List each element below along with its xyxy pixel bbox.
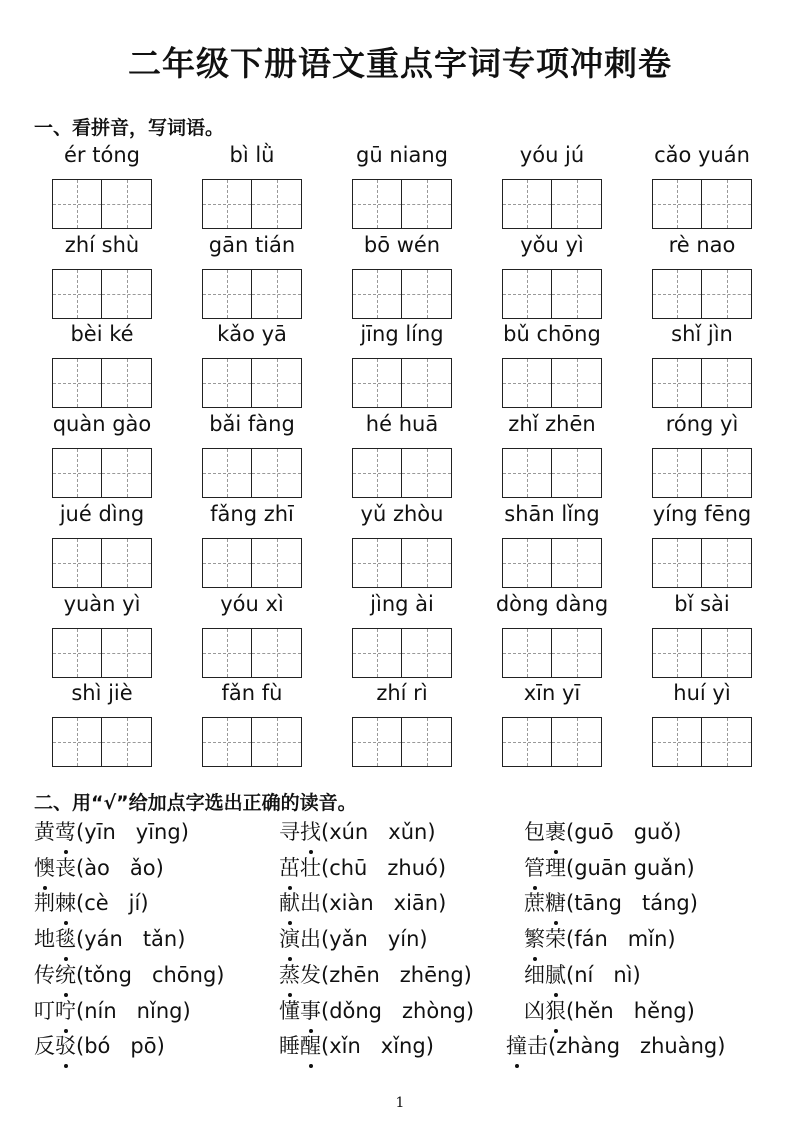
word-cell — [477, 143, 627, 233]
writing-boxes[interactable] — [502, 179, 602, 229]
writing-boxes[interactable] — [652, 269, 752, 319]
character: 传 — [34, 962, 55, 987]
reading-options[interactable]: (guō guǒ) — [566, 820, 682, 844]
writing-boxes[interactable] — [652, 448, 752, 498]
choice-item[interactable] — [34, 887, 149, 917]
character: 荆 — [34, 891, 55, 916]
dotted-character: 找 — [300, 816, 321, 846]
pinyin-label: kǎo yā — [217, 322, 287, 347]
reading-options[interactable]: (yán tǎn) — [76, 927, 186, 952]
dotted-character: 狠 — [545, 995, 566, 1025]
pinyin-label: fǎng zhī — [210, 501, 294, 526]
pinyin-label: bǐ sài — [674, 591, 730, 616]
character-box[interactable] — [52, 628, 102, 678]
character: 蔗 — [524, 891, 545, 916]
dotted-character: 管 — [524, 852, 545, 882]
writing-boxes[interactable] — [352, 628, 452, 678]
character-box[interactable] — [102, 538, 152, 588]
choice-item[interactable] — [34, 995, 191, 1025]
pinyin-label: rè nao — [668, 232, 736, 257]
pinyin-label: shān lǐng — [504, 501, 600, 526]
dotted-character: 事 — [300, 995, 321, 1025]
reading-options[interactable]: (yīn yīng) — [76, 820, 189, 844]
character: 出 — [300, 891, 321, 916]
character-box[interactable] — [502, 628, 552, 678]
character-box[interactable] — [52, 269, 102, 319]
reading-options[interactable]: (zhēn zhēng) — [321, 962, 472, 987]
choice-item[interactable] — [524, 816, 681, 846]
writing-boxes[interactable] — [502, 269, 602, 319]
writing-boxes[interactable] — [502, 358, 602, 408]
word-with-dot — [34, 927, 76, 951]
dotted-character: 演 — [279, 923, 300, 953]
writing-boxes[interactable] — [52, 448, 152, 498]
pinyin-label: jué dìng — [59, 501, 145, 526]
character-box[interactable] — [252, 269, 302, 319]
pinyin-label: yǔ zhòu — [360, 501, 444, 526]
word-cell — [27, 143, 177, 233]
dotted-character: 懊 — [34, 852, 55, 882]
character-box[interactable] — [702, 358, 752, 408]
word-with-dot — [524, 927, 566, 951]
writing-boxes[interactable] — [652, 717, 752, 767]
writing-boxes[interactable] — [352, 179, 452, 229]
word-with-dot — [34, 856, 76, 880]
character-box[interactable] — [652, 448, 702, 498]
choice-item[interactable] — [34, 1030, 165, 1060]
character-box[interactable] — [52, 179, 102, 229]
word-cell — [327, 143, 477, 233]
writing-boxes[interactable] — [652, 358, 752, 408]
character: 丧 — [55, 855, 76, 880]
word-cell — [627, 412, 777, 502]
word-cell — [477, 681, 627, 771]
choice-item[interactable] — [524, 852, 695, 882]
word-with-dot — [279, 927, 321, 951]
writing-boxes[interactable] — [52, 358, 152, 408]
character-box[interactable] — [202, 538, 252, 588]
character: 出 — [300, 927, 321, 952]
pinyin-label: cǎo yuán — [654, 143, 750, 167]
pinyin-label: yǒu yì — [520, 232, 584, 257]
writing-boxes[interactable] — [202, 358, 302, 408]
character-box[interactable] — [652, 628, 702, 678]
word-cell — [477, 412, 627, 502]
character-box[interactable] — [202, 179, 252, 229]
writing-boxes[interactable] — [52, 717, 152, 767]
reading-options[interactable]: (tǒng chōng) — [76, 962, 225, 987]
writing-boxes[interactable] — [652, 538, 752, 588]
word-with-dot — [524, 820, 566, 844]
pinyin-label: jīng líng — [360, 322, 444, 347]
character-box[interactable] — [502, 358, 552, 408]
writing-boxes[interactable] — [202, 538, 302, 588]
pinyin-label: shì jiè — [71, 681, 133, 706]
word-cell — [627, 502, 777, 592]
pinyin-label: huí yì — [673, 681, 731, 706]
dotted-character: 醒 — [300, 1030, 321, 1060]
word-cell — [327, 592, 477, 682]
grid-row — [0, 412, 800, 502]
character-box[interactable] — [252, 358, 302, 408]
character-box[interactable] — [402, 538, 452, 588]
writing-boxes[interactable] — [202, 448, 302, 498]
character-box[interactable] — [552, 358, 602, 408]
word-cell — [177, 681, 327, 771]
character: 黄 — [34, 820, 55, 844]
character-box[interactable] — [352, 538, 402, 588]
character: 包 — [524, 820, 545, 844]
reading-options[interactable]: (fán mǐn) — [566, 927, 676, 952]
section2-heading: 二、用“√”给加点字选出正确的读音。 — [34, 792, 357, 814]
word-with-dot — [524, 856, 566, 880]
dotted-character: 蒸 — [279, 959, 300, 989]
character-box[interactable] — [102, 448, 152, 498]
choice-item[interactable] — [524, 995, 695, 1025]
character-box[interactable] — [702, 448, 752, 498]
character-box[interactable] — [402, 448, 452, 498]
word-cell — [327, 412, 477, 502]
pinyin-label: jìng ài — [370, 591, 434, 616]
pinyin-label: quàn gào — [52, 412, 152, 437]
character-box[interactable] — [102, 358, 152, 408]
character-box[interactable] — [352, 358, 402, 408]
pinyin-label: yóu jú — [519, 143, 585, 167]
writing-boxes[interactable] — [652, 628, 752, 678]
word-with-dot — [34, 820, 76, 844]
word-with-dot — [279, 1034, 321, 1058]
writing-boxes[interactable] — [352, 448, 452, 498]
word-cell — [177, 412, 327, 502]
character-box[interactable] — [652, 717, 702, 767]
character-box[interactable] — [202, 448, 252, 498]
writing-boxes[interactable] — [502, 448, 602, 498]
character-box[interactable] — [202, 358, 252, 408]
word-with-dot — [279, 891, 321, 915]
writing-boxes[interactable] — [202, 269, 302, 319]
word-cell — [327, 681, 477, 771]
pinyin-label: róng yì — [665, 412, 739, 437]
pinyin-label: yuàn yì — [63, 591, 141, 616]
dotted-character: 毯 — [55, 923, 76, 953]
character-box[interactable] — [502, 538, 552, 588]
reading-options[interactable]: (ní nì) — [566, 962, 641, 987]
character: 叮 — [34, 998, 55, 1023]
choice-item[interactable] — [524, 923, 676, 953]
pinyin-label: bì lǜ — [229, 143, 275, 167]
character-box[interactable] — [102, 179, 152, 229]
character-box[interactable] — [402, 717, 452, 767]
character-box[interactable] — [502, 269, 552, 319]
dotted-character: 糖 — [545, 887, 566, 917]
word-with-dot — [34, 891, 76, 915]
character-box[interactable] — [102, 717, 152, 767]
grid-row — [0, 143, 800, 233]
writing-boxes[interactable] — [352, 358, 452, 408]
word-cell — [327, 502, 477, 592]
word-cell — [27, 502, 177, 592]
character-box[interactable] — [652, 358, 702, 408]
word-cell — [477, 592, 627, 682]
choice-row — [0, 959, 800, 995]
character-box[interactable] — [352, 269, 402, 319]
dotted-character: 驳 — [55, 1030, 76, 1060]
word-cell — [627, 143, 777, 233]
character-box[interactable] — [52, 538, 102, 588]
character: 凶 — [524, 998, 545, 1023]
character: 地 — [34, 927, 55, 952]
character-box[interactable] — [702, 538, 752, 588]
character-box[interactable] — [252, 448, 302, 498]
character-box[interactable] — [352, 179, 402, 229]
reading-options[interactable]: (xǐn xǐng) — [321, 1034, 434, 1059]
character-box[interactable] — [352, 717, 402, 767]
dotted-character: 棘 — [55, 887, 76, 917]
reading-options[interactable]: (cè jí) — [76, 891, 149, 916]
writing-boxes[interactable] — [202, 179, 302, 229]
character-box[interactable] — [252, 538, 302, 588]
page-number: 1 — [395, 1095, 405, 1111]
writing-boxes[interactable] — [352, 269, 452, 319]
character-box[interactable] — [502, 448, 552, 498]
word-cell — [627, 322, 777, 412]
writing-boxes[interactable] — [502, 628, 602, 678]
pinyin-label: hé huā — [365, 412, 439, 437]
character-box[interactable] — [702, 717, 752, 767]
dotted-character: 撞 — [506, 1030, 527, 1060]
choice-item[interactable] — [506, 1030, 725, 1060]
word-cell — [477, 322, 627, 412]
character-box[interactable] — [252, 179, 302, 229]
choice-row — [0, 852, 800, 888]
word-with-dot — [279, 963, 321, 987]
pinyin-label: xīn yī — [523, 681, 581, 706]
dotted-character: 腻 — [545, 959, 566, 989]
choice-row — [0, 887, 800, 923]
word-cell — [27, 322, 177, 412]
writing-boxes[interactable] — [202, 717, 302, 767]
character-box[interactable] — [552, 448, 602, 498]
writing-boxes[interactable] — [502, 717, 602, 767]
choice-item[interactable] — [34, 816, 189, 846]
word-with-dot — [34, 963, 76, 987]
character: 细 — [524, 962, 545, 987]
dotted-character: 统 — [55, 959, 76, 989]
word-with-dot — [524, 963, 566, 987]
word-cell — [27, 233, 177, 323]
writing-boxes[interactable] — [52, 269, 152, 319]
character: 理 — [545, 855, 566, 880]
character-box[interactable] — [652, 269, 702, 319]
pinyin-label: zhí rì — [376, 681, 428, 706]
choice-item[interactable] — [279, 923, 428, 953]
character: 懂 — [279, 998, 300, 1023]
choice-item[interactable] — [279, 959, 472, 989]
choice-row — [0, 816, 800, 852]
character-box[interactable] — [52, 448, 102, 498]
word-with-dot — [524, 999, 566, 1023]
dotted-character: 茁 — [279, 852, 300, 882]
word-cell — [627, 681, 777, 771]
character-box[interactable] — [552, 538, 602, 588]
character: 壮 — [300, 855, 321, 880]
pinyin-label: zhǐ zhēn — [508, 412, 596, 437]
character-box[interactable] — [252, 628, 302, 678]
dotted-character: 咛 — [55, 995, 76, 1025]
grid-row — [0, 592, 800, 682]
pinyin-label: dòng dàng — [495, 591, 609, 616]
section1-heading: 一、看拼音，写词语。 — [34, 117, 225, 139]
word-with-dot — [279, 856, 321, 880]
choice-row — [0, 923, 800, 959]
writing-boxes[interactable] — [202, 628, 302, 678]
character-box[interactable] — [552, 269, 602, 319]
writing-boxes[interactable] — [352, 717, 452, 767]
pinyin-label: yíng fēng — [652, 501, 752, 526]
reading-options[interactable]: (tāng táng) — [566, 891, 698, 916]
reading-options[interactable]: (zhàng zhuàng) — [548, 1034, 726, 1059]
character-box[interactable] — [652, 538, 702, 588]
word-cell — [177, 592, 327, 682]
word-with-dot — [524, 891, 566, 915]
grid-row — [0, 502, 800, 592]
writing-boxes[interactable] — [52, 628, 152, 678]
character-box[interactable] — [402, 269, 452, 319]
choice-item[interactable] — [524, 959, 641, 989]
character-box[interactable] — [202, 269, 252, 319]
reading-options[interactable]: (dǒng zhòng) — [321, 998, 475, 1023]
dotted-character: 献 — [279, 887, 300, 917]
reading-options[interactable]: (nín nǐng) — [76, 998, 191, 1023]
character: 击 — [527, 1034, 548, 1059]
word-with-dot — [34, 999, 76, 1023]
word-cell — [177, 502, 327, 592]
pinyin-label: yóu xì — [220, 591, 284, 616]
character-box[interactable] — [502, 179, 552, 229]
pinyin-label: bǔ chōng — [503, 322, 601, 347]
pinyin-label: gū niang — [356, 143, 448, 167]
choice-item[interactable] — [279, 887, 446, 917]
choice-item[interactable] — [279, 852, 446, 882]
word-cell — [477, 502, 627, 592]
character-box[interactable] — [202, 628, 252, 678]
reading-options[interactable]: (guān guǎn) — [566, 855, 695, 880]
word-cell — [177, 233, 327, 323]
word-cell — [327, 322, 477, 412]
choice-item[interactable] — [279, 816, 436, 846]
writing-boxes[interactable] — [652, 179, 752, 229]
character-box[interactable] — [652, 179, 702, 229]
reading-options[interactable]: (xiàn xiān) — [321, 891, 447, 916]
character-box[interactable] — [552, 179, 602, 229]
character: 荣 — [545, 927, 566, 952]
reading-options[interactable]: (xún xǔn) — [321, 820, 436, 844]
character-box[interactable] — [52, 717, 102, 767]
word-cell — [27, 592, 177, 682]
dotted-character: 裹 — [545, 816, 566, 846]
word-with-dot — [34, 1034, 76, 1058]
page-title: 二年级下册语文重点字词专项冲刺卷 — [128, 44, 672, 83]
reading-options[interactable]: (hěn hěng) — [566, 998, 695, 1023]
choice-row — [0, 1030, 800, 1066]
character-box[interactable] — [352, 448, 402, 498]
pinyin-label: shǐ jìn — [671, 322, 733, 347]
pinyin-label: fǎn fù — [221, 681, 283, 706]
character-box[interactable] — [402, 358, 452, 408]
pinyin-label: bǎi fàng — [209, 412, 295, 437]
choice-row — [0, 995, 800, 1031]
dotted-character: 繁 — [524, 923, 545, 953]
choice-item[interactable] — [34, 959, 224, 989]
choice-item[interactable] — [524, 887, 698, 917]
character: 睡 — [279, 1034, 300, 1059]
grid-row — [0, 681, 800, 771]
pinyin-label: gān tián — [208, 232, 296, 257]
grid-row — [0, 233, 800, 323]
word-with-dot — [506, 1034, 548, 1058]
character: 反 — [34, 1034, 55, 1059]
reading-options[interactable]: (ào ǎo) — [76, 855, 164, 880]
choice-item[interactable] — [279, 1030, 434, 1060]
word-with-dot — [279, 999, 321, 1023]
character-box[interactable] — [52, 358, 102, 408]
reading-options[interactable]: (yǎn yín) — [321, 927, 428, 952]
character-box[interactable] — [702, 269, 752, 319]
character-box[interactable] — [552, 628, 602, 678]
character-box[interactable] — [352, 628, 402, 678]
word-with-dot — [279, 820, 321, 844]
pinyin-label: zhí shù — [64, 232, 140, 257]
character: 寻 — [279, 820, 300, 844]
character-box[interactable] — [102, 628, 152, 678]
writing-boxes[interactable] — [52, 538, 152, 588]
grid-row — [0, 322, 800, 412]
choice-item[interactable] — [34, 923, 185, 953]
character-box[interactable] — [102, 269, 152, 319]
word-cell — [177, 143, 327, 233]
character-box[interactable] — [402, 179, 452, 229]
word-cell — [327, 233, 477, 323]
reading-options[interactable]: (chū zhuó) — [321, 855, 447, 880]
writing-boxes[interactable] — [352, 538, 452, 588]
character-box[interactable] — [502, 717, 552, 767]
pinyin-label: bō wén — [363, 232, 441, 257]
word-cell — [177, 322, 327, 412]
pinyin-label: ér tóng — [64, 143, 140, 167]
choice-item[interactable] — [279, 995, 474, 1025]
word-cell — [27, 681, 177, 771]
character: 发 — [300, 962, 321, 987]
character-box[interactable] — [702, 628, 752, 678]
character-box[interactable] — [252, 717, 302, 767]
pinyin-label: bèi ké — [70, 322, 134, 347]
writing-boxes[interactable] — [502, 538, 602, 588]
character-box[interactable] — [202, 717, 252, 767]
character-box[interactable] — [552, 717, 602, 767]
word-cell — [627, 233, 777, 323]
word-cell — [27, 412, 177, 502]
word-cell — [477, 233, 627, 323]
choice-item[interactable] — [34, 852, 164, 882]
dotted-character: 莺 — [55, 816, 76, 846]
writing-boxes[interactable] — [52, 179, 152, 229]
character-box[interactable] — [402, 628, 452, 678]
reading-options[interactable]: (bó pō) — [76, 1034, 165, 1059]
word-cell — [627, 592, 777, 682]
character-box[interactable] — [702, 179, 752, 229]
